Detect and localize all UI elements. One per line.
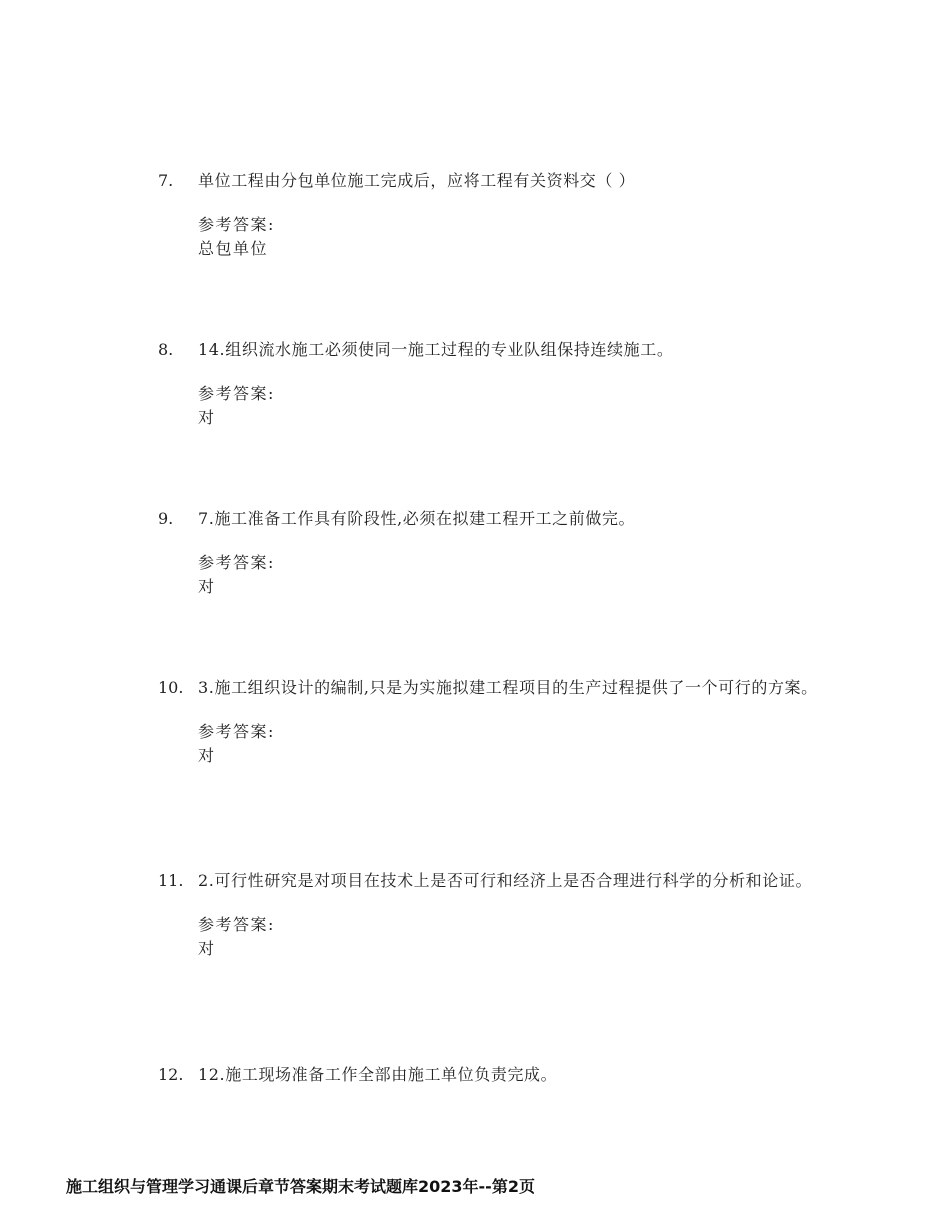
answer-label: 参考答案: xyxy=(198,722,275,741)
question-text: 14.组织流水施工必须使同一施工过程的专业队组保持连续施工。 xyxy=(198,340,674,359)
answer-value: 对 xyxy=(198,939,216,958)
question-item xyxy=(158,168,818,261)
question-text: 3.施工组织设计的编制,只是为实施拟建工程项目的生产过程提供了一个可行的方案。 xyxy=(198,678,818,697)
question-number: 11. xyxy=(158,871,184,890)
answer-value: 对 xyxy=(198,408,216,427)
question-number: 10. xyxy=(158,678,184,697)
answer-label: 参考答案: xyxy=(198,553,275,572)
question-text: 单位工程由分包单位施工完成后，应将工程有关资料交（ ） xyxy=(198,171,636,190)
answer-label: 参考答案: xyxy=(198,215,275,234)
question-number: 12. xyxy=(158,1065,184,1084)
answer-value: 对 xyxy=(198,746,216,765)
question-text: 7.施工准备工作具有阶段性,必须在拟建工程开工之前做完。 xyxy=(198,509,636,528)
page-footer: 施工组织与管理学习通课后章节答案期末考试题库2023年--第2页 xyxy=(66,1177,535,1196)
answer-value: 总包单位 xyxy=(198,239,269,258)
question-item xyxy=(158,868,818,961)
question-item xyxy=(158,1062,818,1087)
answer-label: 参考答案: xyxy=(198,915,275,934)
question-text: 12.施工现场准备工作全部由施工单位负责完成。 xyxy=(198,1065,558,1084)
question-item xyxy=(158,337,818,430)
question-number: 8. xyxy=(158,340,174,359)
question-item xyxy=(158,675,818,768)
question-number: 7. xyxy=(158,171,174,190)
question-item xyxy=(158,506,818,599)
answer-label: 参考答案: xyxy=(198,384,275,403)
question-number: 9. xyxy=(158,509,174,528)
question-text: 2.可行性研究是对项目在技术上是否可行和经济上是否合理进行科学的分析和论证。 xyxy=(198,871,813,890)
answer-value: 对 xyxy=(198,577,216,596)
